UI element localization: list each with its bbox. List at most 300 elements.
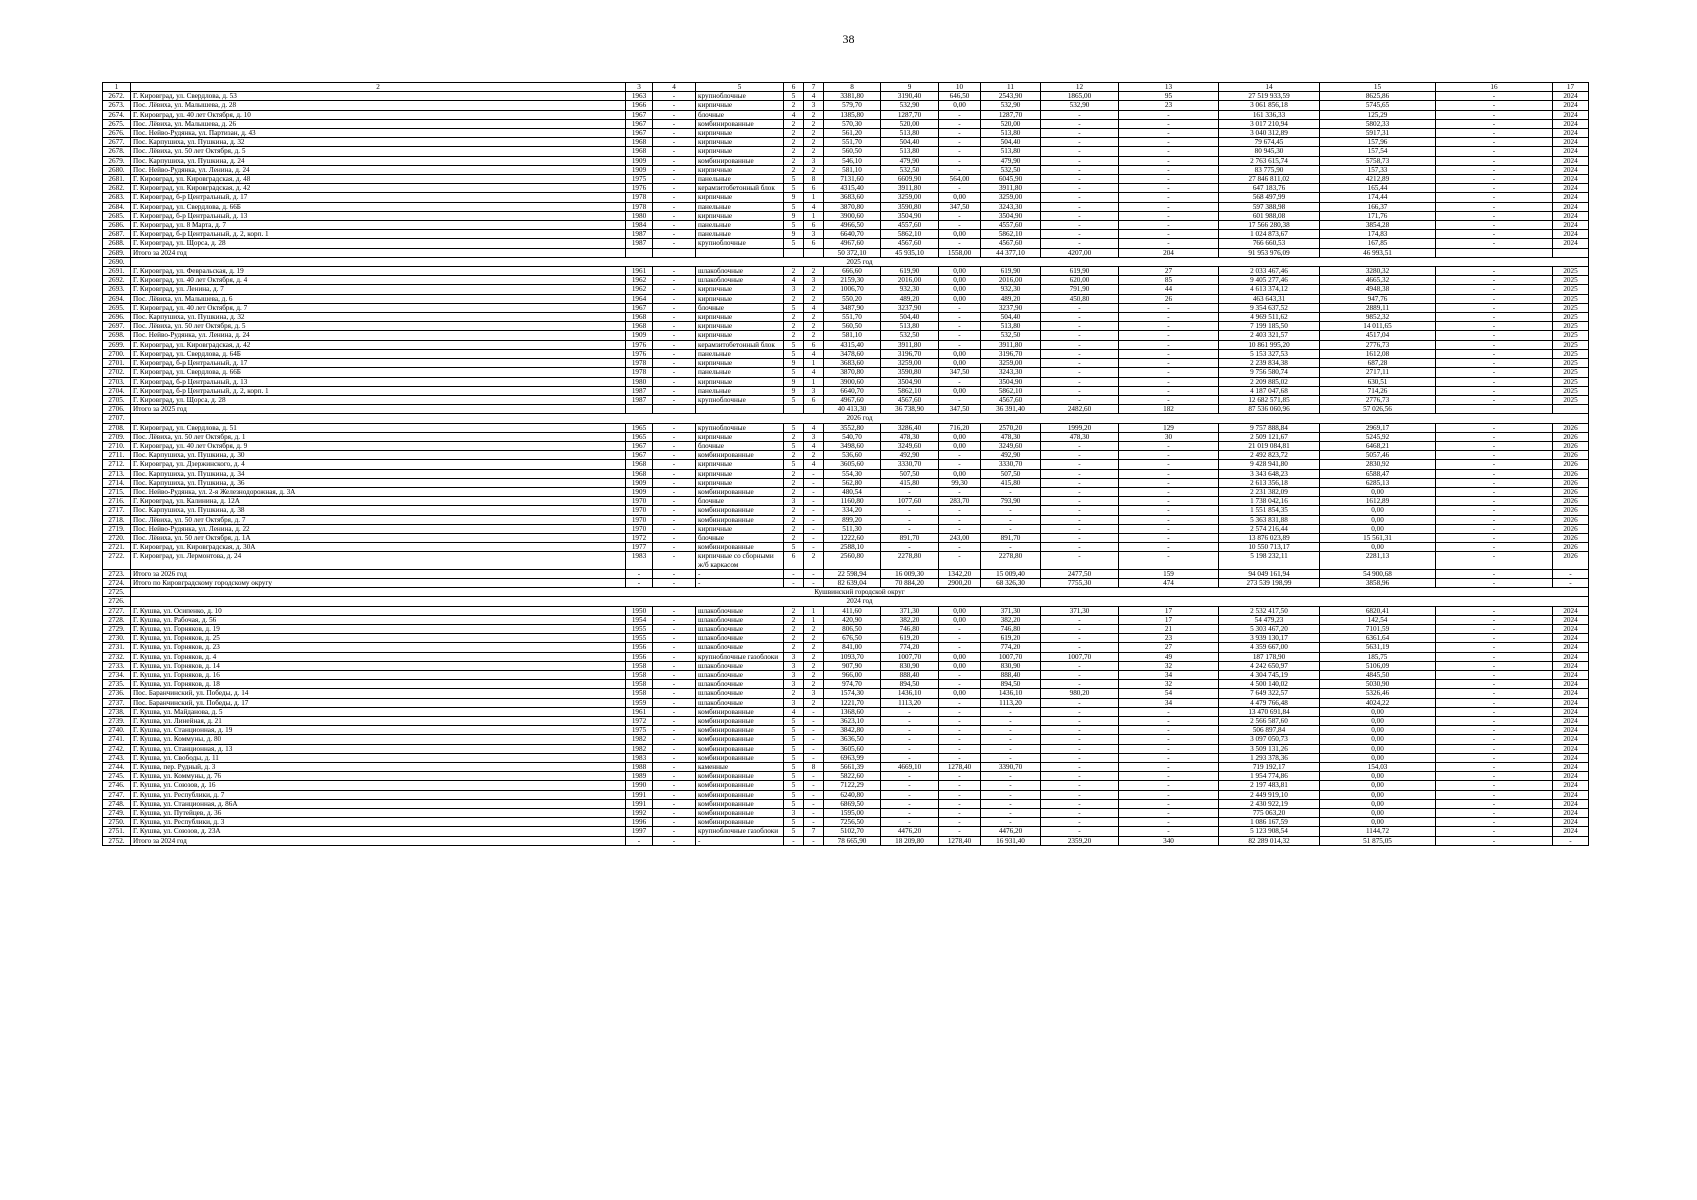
table-cell: - <box>939 129 981 138</box>
table-cell: - <box>1119 809 1219 818</box>
table-cell: 6 <box>804 239 824 248</box>
table-cell: 1970 <box>626 506 653 515</box>
table-cell: 1996 <box>626 818 653 827</box>
table-cell: 2 <box>804 110 824 119</box>
table-cell: комбинированные <box>696 487 784 496</box>
table-row <box>103 763 1589 772</box>
table-cell: 40 413,30 <box>824 405 881 414</box>
table-cell: 3259,00 <box>981 359 1041 368</box>
table-cell: 1006,70 <box>824 285 881 294</box>
table-cell: 0,00 <box>939 441 981 450</box>
table-cell: 562,80 <box>824 478 881 487</box>
table-cell: - <box>1553 578 1589 587</box>
table-cell: 5 303 467,20 <box>1219 624 1320 633</box>
table-cell: - <box>1041 165 1119 174</box>
address-cell: Г. Кировград, ул. Кировградская, д. 42 <box>131 184 626 193</box>
table-cell: крупноблочные газоблоки <box>696 827 784 836</box>
table-cell: 489,20 <box>881 294 939 303</box>
table-cell <box>784 405 804 414</box>
address-cell: Пос. Нейво-Рудянка, ул. Ленина, д. 24 <box>131 331 626 340</box>
table-cell: 1954 <box>626 615 653 624</box>
table-cell: 536,60 <box>824 451 881 460</box>
table-cell: 6869,50 <box>824 799 881 808</box>
table-cell: 382,20 <box>981 615 1041 624</box>
table-cell: 9 428 941,80 <box>1219 460 1320 469</box>
table-cell: 504,40 <box>981 138 1041 147</box>
table-cell <box>1436 248 1553 257</box>
table-cell: 2024 <box>1553 652 1589 661</box>
table-cell: 2026 <box>1553 460 1589 469</box>
table-cell: - <box>981 707 1041 716</box>
table-cell: - <box>1436 543 1553 552</box>
table-cell: - <box>1436 340 1553 349</box>
table-cell: 2024 <box>1553 735 1589 744</box>
table-cell: - <box>1436 624 1553 633</box>
table-cell: 1977 <box>626 543 653 552</box>
table-cell: - <box>1436 827 1553 836</box>
table-cell: - <box>1041 615 1119 624</box>
table-cell: комбинированные <box>696 753 784 762</box>
table-cell: 841,00 <box>824 643 881 652</box>
address-cell: Г. Кировград, б-р Центральный, д. 13 <box>131 211 626 220</box>
table-cell: 0,00 <box>939 230 981 239</box>
table-cell: 2477,50 <box>1041 569 1119 578</box>
table-cell: 1077,60 <box>881 497 939 506</box>
table-cell: 2889,11 <box>1320 303 1436 312</box>
row-number-cell: 2701. <box>103 359 131 368</box>
table-cell: 83 775,90 <box>1219 165 1320 174</box>
table-cell: 2 <box>784 689 804 698</box>
table-cell: 463 643,31 <box>1219 294 1320 303</box>
table-cell: 2359,20 <box>1041 836 1119 845</box>
table-cell: - <box>1436 92 1553 101</box>
table-cell: 1436,10 <box>881 689 939 698</box>
table-cell: 504,40 <box>981 313 1041 322</box>
row-number-cell: 2708. <box>103 423 131 432</box>
table-cell: - <box>1119 129 1219 138</box>
table-cell: - <box>653 331 696 340</box>
table-cell: - <box>1119 744 1219 753</box>
table-cell: 91 953 976,09 <box>1219 248 1320 257</box>
table-cell: 0,00 <box>939 359 981 368</box>
table-cell: 0,00 <box>939 689 981 698</box>
table-row <box>103 726 1589 735</box>
table-cell: 4 969 511,62 <box>1219 313 1320 322</box>
table-cell: 719 192,17 <box>1219 763 1320 772</box>
address-cell: Г. Кушва, ул. Коммуны, д. 76 <box>131 772 626 781</box>
table-cell: - <box>1436 432 1553 441</box>
table-cell: 3911,80 <box>981 184 1041 193</box>
table-cell: 1991 <box>626 799 653 808</box>
table-cell: 2 <box>784 101 804 110</box>
table-cell: 1988 <box>626 763 653 772</box>
table-cell: 3683,60 <box>824 359 881 368</box>
table-cell: - <box>653 790 696 799</box>
table-cell: - <box>653 101 696 110</box>
table-cell: 4 187 047,68 <box>1219 386 1320 395</box>
row-number-cell: 2743. <box>103 753 131 762</box>
table-cell: комбинированные <box>696 707 784 716</box>
table-cell: 9 <box>784 193 804 202</box>
table-cell: - <box>939 799 981 808</box>
table-cell: - <box>1436 744 1553 753</box>
table-cell: 2026 <box>1553 469 1589 478</box>
table-cell: 894,50 <box>981 680 1041 689</box>
row-number-cell: 2734. <box>103 671 131 680</box>
table-cell: 479,90 <box>881 156 939 165</box>
table-cell: - <box>881 753 939 762</box>
table-cell: - <box>939 772 981 781</box>
table-cell: - <box>804 726 824 735</box>
table-cell: 2026 <box>1553 487 1589 496</box>
table-cell: - <box>1119 552 1219 569</box>
table-cell: 2024 <box>1553 799 1589 808</box>
table-cell: шлакоблочные <box>696 606 784 615</box>
table-cell: 478,30 <box>981 432 1041 441</box>
column-number-cell: 16 <box>1436 83 1553 92</box>
table-cell: 2025 <box>1553 395 1589 404</box>
table-cell: - <box>1436 506 1553 515</box>
table-cell: 51 875,05 <box>1320 836 1436 845</box>
table-cell: 2025 <box>1553 267 1589 276</box>
table-cell: 2776,73 <box>1320 395 1436 404</box>
table-row <box>103 147 1589 156</box>
table-cell: 1964 <box>626 294 653 303</box>
table-cell: 1 <box>804 606 824 615</box>
table-cell: - <box>881 717 939 726</box>
address-cell: Пос. Карпушиха, ул. Пушкина, д. 30 <box>131 451 626 460</box>
table-row <box>103 735 1589 744</box>
row-number-cell: 2677. <box>103 138 131 147</box>
table-cell: - <box>804 753 824 762</box>
table-cell: 3249,60 <box>881 441 939 450</box>
table-cell: 79 674,45 <box>1219 138 1320 147</box>
table-cell: 1 <box>804 193 824 202</box>
table-cell: 806,50 <box>824 624 881 633</box>
table-cell: 9 354 637,52 <box>1219 303 1320 312</box>
table-cell: 44 377,10 <box>981 248 1041 257</box>
row-number-cell: 2707. <box>103 414 131 423</box>
table-cell: - <box>1041 799 1119 808</box>
row-number-cell: 2730. <box>103 634 131 643</box>
table-cell: 27 519 933,59 <box>1219 92 1320 101</box>
address-cell: Пос. Карпушиха, ул. Пушкина, д. 24 <box>131 156 626 165</box>
table-cell: 647 183,76 <box>1219 184 1320 193</box>
table-cell: 347,50 <box>939 202 981 211</box>
table-cell: - <box>881 726 939 735</box>
table-cell: - <box>804 497 824 506</box>
table-cell: 2 <box>804 661 824 670</box>
table-cell: 2 <box>784 156 804 165</box>
row-number-cell: 2673. <box>103 101 131 110</box>
table-cell: 1958 <box>626 689 653 698</box>
table-cell: - <box>939 184 981 193</box>
table-cell: 2025 <box>1553 340 1589 349</box>
table-cell: 5 363 831,88 <box>1219 515 1320 524</box>
column-number-cell: 6 <box>784 83 804 92</box>
address-cell: Г. Кушва, ул. Горняков, д. 16 <box>131 671 626 680</box>
table-cell: 1980 <box>626 377 653 386</box>
table-cell: 1574,30 <box>824 689 881 698</box>
table-cell: - <box>1436 368 1553 377</box>
table-cell: - <box>1041 184 1119 193</box>
table-cell: 10 861 995,20 <box>1219 340 1320 349</box>
table-cell: 1976 <box>626 184 653 193</box>
address-cell: Пос. Нейво-Рудянка, ул. Партизан, д. 43 <box>131 129 626 138</box>
table-cell: 32 <box>1119 661 1219 670</box>
table-cell: 2024 <box>1553 827 1589 836</box>
table-cell: - <box>1041 809 1119 818</box>
table-cell: блочные <box>696 441 784 450</box>
table-cell: 2 532 417,50 <box>1219 606 1320 615</box>
page-number: 38 <box>842 32 855 46</box>
table-cell <box>626 405 653 414</box>
table-cell: 4 <box>804 423 824 432</box>
table-cell: 6 <box>804 221 824 230</box>
table-cell: - <box>939 119 981 128</box>
address-cell: Пос. Лёвиха, ул. 50 лет Октября, д. 1А <box>131 533 626 542</box>
table-cell: 2026 <box>1553 524 1589 533</box>
address-cell: Пос. Карпушиха, ул. Пушкина, д. 34 <box>131 469 626 478</box>
table-cell: - <box>696 836 784 845</box>
table-cell: - <box>653 836 696 845</box>
table-cell: - <box>696 569 784 578</box>
table-cell: 7 199 185,50 <box>1219 322 1320 331</box>
address-cell: Г. Кушва, ул. Горняков, д. 23 <box>131 643 626 652</box>
table-cell: 2 <box>804 119 824 128</box>
table-cell: панельные <box>696 230 784 239</box>
address-cell: Г. Кировград, ул. 40 лет Октября, д. 10 <box>131 110 626 119</box>
table-row <box>103 368 1589 377</box>
table-cell: 2588,10 <box>824 543 881 552</box>
table-cell: 2024 <box>1553 156 1589 165</box>
table-row <box>103 211 1589 220</box>
table-cell: - <box>939 156 981 165</box>
address-cell: Г. Кировград, б-р Центральный, д. 13 <box>131 377 626 386</box>
section-title-cell: 2026 год <box>131 414 1589 423</box>
table-cell: 2025 <box>1553 294 1589 303</box>
table-cell: 4 359 667,00 <box>1219 643 1320 652</box>
table-cell: - <box>653 368 696 377</box>
table-cell: 1 024 873,67 <box>1219 230 1320 239</box>
table-cell: комбинированные <box>696 790 784 799</box>
address-cell: Итого за 2025 год <box>131 405 626 414</box>
table-cell: 382,20 <box>881 615 939 624</box>
address-cell: Пос. Нейво-Рудянка, ул. 2-я Железнодорожная, д. 3А <box>131 487 626 496</box>
table-cell: 6240,80 <box>824 790 881 799</box>
table-cell: 1958 <box>626 671 653 680</box>
table-cell: 3 939 130,17 <box>1219 634 1320 643</box>
table-cell: - <box>1041 506 1119 515</box>
table-cell: - <box>1553 569 1589 578</box>
table-cell: - <box>653 322 696 331</box>
table-cell: 4557,60 <box>981 221 1041 230</box>
table-cell <box>626 248 653 257</box>
address-cell: Пос. Лёвиха, ул. 50 лет Октября, д. 5 <box>131 322 626 331</box>
table-cell <box>784 248 804 257</box>
table-cell: - <box>653 469 696 478</box>
table-cell: 4557,60 <box>881 221 939 230</box>
table-cell: - <box>653 753 696 762</box>
table-cell: 532,90 <box>1041 101 1119 110</box>
table-cell: - <box>653 781 696 790</box>
table-cell: 932,30 <box>881 285 939 294</box>
table-cell: - <box>939 680 981 689</box>
address-cell: Г. Кировград, ул. Свердлова, д. 66Б <box>131 368 626 377</box>
address-cell: Итого по Кировградскому городскому округу <box>131 578 626 587</box>
table-cell: - <box>1436 790 1553 799</box>
table-cell: 2 <box>804 643 824 652</box>
address-cell: Г. Кушва, ул. Станционная, д. 13 <box>131 744 626 753</box>
table-cell: 4207,00 <box>1041 248 1119 257</box>
table-cell: 0,00 <box>1320 744 1436 753</box>
table-cell: 532,50 <box>881 331 939 340</box>
table-cell: 1368,60 <box>824 707 881 716</box>
table-cell: 1 <box>804 615 824 624</box>
table-cell: 3 <box>804 101 824 110</box>
table-cell: 7256,50 <box>824 818 881 827</box>
table-cell: 34 <box>1119 671 1219 680</box>
table-cell: 5 <box>784 799 804 808</box>
table-cell: 2 <box>784 533 804 542</box>
table-cell: 4024,22 <box>1320 698 1436 707</box>
table-cell <box>696 405 784 414</box>
table-cell: - <box>804 515 824 524</box>
table-cell: 1950 <box>626 606 653 615</box>
table-cell: 1909 <box>626 487 653 496</box>
table-cell: - <box>939 818 981 827</box>
table-cell: 166,37 <box>1320 202 1436 211</box>
table-row <box>103 836 1589 845</box>
table-cell: 0,00 <box>939 615 981 624</box>
table-cell: 716,20 <box>939 423 981 432</box>
table-cell: - <box>653 726 696 735</box>
table-cell: 520,00 <box>881 119 939 128</box>
table-cell: 1968 <box>626 313 653 322</box>
table-cell: 3842,80 <box>824 726 881 735</box>
table-cell: 550,20 <box>824 294 881 303</box>
table-cell: 2 209 885,02 <box>1219 377 1320 386</box>
row-number-cell: 2679. <box>103 156 131 165</box>
table-cell: - <box>1041 119 1119 128</box>
table-cell: 2 <box>784 524 804 533</box>
table-cell: - <box>1119 239 1219 248</box>
table-cell: 568 497,99 <box>1219 193 1320 202</box>
address-cell: Г. Кировград, ул. 8 Марта, д. 7 <box>131 221 626 230</box>
table-cell: 3498,60 <box>824 441 881 450</box>
table-cell: 2 <box>804 129 824 138</box>
table-cell: 1 086 167,59 <box>1219 818 1320 827</box>
row-number-cell: 2751. <box>103 827 131 836</box>
table-cell: - <box>939 395 981 404</box>
table-cell: - <box>1119 340 1219 349</box>
table-cell: - <box>1436 110 1553 119</box>
address-cell: Г. Кировград, ул. Свердлова, д. 51 <box>131 423 626 432</box>
table-cell: - <box>653 202 696 211</box>
table-cell: - <box>1436 661 1553 670</box>
table-cell: 9 757 888,84 <box>1219 423 1320 432</box>
row-number-cell: 2688. <box>103 239 131 248</box>
row-number-cell: 2704. <box>103 386 131 395</box>
table-cell: - <box>653 543 696 552</box>
table-cell: - <box>784 578 804 587</box>
table-cell: - <box>1041 202 1119 211</box>
table-cell: - <box>981 515 1041 524</box>
table-cell: кирпичные <box>696 285 784 294</box>
table-cell: 2 566 587,60 <box>1219 717 1320 726</box>
table-row <box>103 643 1589 652</box>
table-cell: 5917,31 <box>1320 129 1436 138</box>
table-cell: - <box>1436 615 1553 624</box>
table-cell: 3286,40 <box>881 423 939 432</box>
table-cell: 1 954 774,86 <box>1219 772 1320 781</box>
table-row <box>103 276 1589 285</box>
table-cell: 1989 <box>626 772 653 781</box>
table-cell: - <box>881 744 939 753</box>
table-cell: 2024 <box>1553 661 1589 670</box>
table-row <box>103 359 1589 368</box>
table-cell: 1385,80 <box>824 110 881 119</box>
table-cell: - <box>981 790 1041 799</box>
table-cell: - <box>653 578 696 587</box>
table-row <box>103 569 1589 578</box>
address-cell: Г. Кушва, пер. Рудный, д. 3 <box>131 763 626 772</box>
table-cell: - <box>1436 634 1553 643</box>
table-cell: 2024 <box>1553 772 1589 781</box>
table-cell: 4 <box>804 92 824 101</box>
table-cell: 2026 <box>1553 451 1589 460</box>
table-cell: - <box>1436 276 1553 285</box>
table-cell: - <box>804 569 824 578</box>
address-cell: Г. Кушва, ул. Союзов, д. 16 <box>131 781 626 790</box>
address-cell: Г. Кировград, ул. Ленина, д. 7 <box>131 285 626 294</box>
table-cell: 9 <box>784 211 804 220</box>
table-cell: - <box>939 506 981 515</box>
address-cell: Г. Кушва, ул. Путейцев, д. 36 <box>131 809 626 818</box>
table-cell: 2016,00 <box>881 276 939 285</box>
table-cell: 2 <box>804 624 824 633</box>
table-cell: - <box>653 643 696 652</box>
table-cell: 5 <box>784 441 804 450</box>
table-cell: - <box>653 303 696 312</box>
table-cell: 546,10 <box>824 156 881 165</box>
table-cell: - <box>1119 303 1219 312</box>
row-number-cell: 2721. <box>103 543 131 552</box>
table-cell: 450,80 <box>1041 294 1119 303</box>
table-cell: 0,00 <box>939 386 981 395</box>
table-cell: - <box>939 827 981 836</box>
table-cell: керамзитобетонный блок <box>696 184 784 193</box>
table-cell: - <box>1436 487 1553 496</box>
row-number-cell: 2672. <box>103 92 131 101</box>
table-cell: 1287,70 <box>981 110 1041 119</box>
table-cell: 1558,00 <box>939 248 981 257</box>
table-cell: - <box>1041 515 1119 524</box>
table-cell: - <box>653 478 696 487</box>
table-cell: - <box>1119 790 1219 799</box>
address-cell: Г. Кировград, ул. 40 лет Октября, д. 9 <box>131 441 626 450</box>
table-cell: - <box>1436 267 1553 276</box>
table-cell: 1007,70 <box>881 652 939 661</box>
table-cell: - <box>939 147 981 156</box>
table-cell: 0,00 <box>1320 506 1436 515</box>
table-cell: - <box>1436 313 1553 322</box>
row-number-cell: 2718. <box>103 515 131 524</box>
table-cell: 504,40 <box>881 138 939 147</box>
row-number-cell: 2682. <box>103 184 131 193</box>
table-cell: - <box>653 165 696 174</box>
table-cell: 85 <box>1119 276 1219 285</box>
